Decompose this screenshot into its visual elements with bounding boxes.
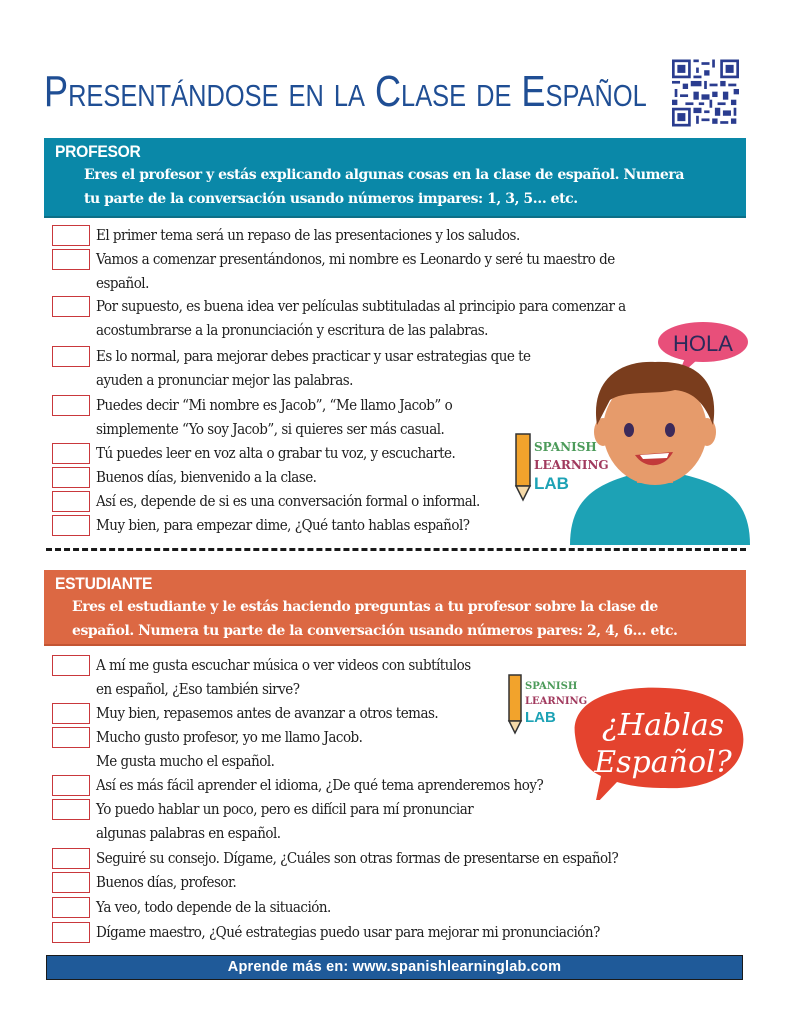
item-text: Vamos a comenzar presentándonos, mi nombre es Leonardo y seré tu maestro de	[96, 252, 615, 268]
item-text: Es lo normal, para mejorar debes practicar y usar estrategias que te	[96, 349, 531, 365]
estudiante-item	[52, 896, 348, 918]
profesor-item	[52, 224, 552, 246]
item-text-line2: algunas palabras en español.	[96, 826, 281, 842]
item-text: Muy bien, para empezar dime, ¿Qué tanto hablas español?	[96, 518, 470, 534]
profesor-label: PROFESOR	[55, 142, 141, 161]
profesor-item	[52, 466, 333, 488]
estudiante-header	[44, 570, 746, 646]
item-text: Mucho gusto profesor, yo me llamo Jacob.	[96, 730, 363, 746]
pencil-icon	[505, 673, 525, 735]
item-text: Buenos días, profesor.	[96, 875, 237, 891]
hola-text: HOLA	[673, 331, 733, 356]
estudiante-item	[52, 921, 638, 943]
logo-line2: LEARNING	[525, 696, 588, 707]
espanol-text: Español?	[594, 745, 732, 780]
profesor-description	[84, 163, 744, 211]
estudiante-description	[72, 595, 732, 643]
estudiante-item	[52, 871, 247, 893]
estudiante-item	[52, 798, 502, 842]
item-text: Yo puedo hablar un poco, pero es difícil para mí pronunciar	[96, 802, 474, 818]
number-input-box[interactable]	[52, 775, 90, 796]
profesor-item	[52, 295, 666, 339]
item-text: Muy bien, repasemos antes de avanzar a otros temas.	[96, 706, 439, 722]
number-input-box[interactable]	[52, 922, 90, 943]
item-text: Así es más fácil aprender el idioma, ¿De qué tema aprenderemos hoy?	[96, 778, 544, 794]
number-input-box[interactable]	[52, 395, 90, 416]
hablas-espanol-bubble	[555, 680, 750, 800]
estudiante-description-line1: Eres el estudiante y le estás haciendo preguntas a tu profesor sobre la clase de	[72, 599, 658, 615]
item-text: Puedes decir “Mi nombre es Jacob”, “Me llamo Jacob” o	[96, 398, 453, 414]
number-input-box[interactable]	[52, 872, 90, 893]
logo-line3: LAB	[534, 474, 569, 493]
profesor-description-line2: tu parte de la conversación usando números impares: 1, 3, 5… etc.	[84, 191, 578, 207]
number-input-box[interactable]	[52, 515, 90, 536]
spanish-learning-lab-logo	[512, 432, 607, 502]
item-text-line2: simplemente “Yo soy Jacob”, si quieres ser más casual.	[96, 422, 445, 438]
pencil-icon	[512, 432, 534, 502]
profesor-header	[44, 138, 746, 218]
profesor-item	[52, 442, 482, 464]
item-text: A mí me gusta escuchar música o ver videos con subtítulos	[96, 658, 471, 674]
profesor-item	[52, 345, 563, 389]
profesor-item	[52, 490, 509, 512]
item-text: Por supuesto, es buena idea ver películas subtituladas al principio para comenzar a	[96, 299, 626, 315]
footer-banner[interactable]: Aprende más en: www.spanishlearninglab.com	[46, 955, 743, 980]
estudiante-label: ESTUDIANTE	[55, 574, 153, 593]
item-text-line2: Me gusta mucho el español.	[96, 754, 275, 770]
number-input-box[interactable]	[52, 346, 90, 367]
number-input-box[interactable]	[52, 249, 90, 270]
number-input-box[interactable]	[52, 467, 90, 488]
estudiante-item	[52, 726, 383, 770]
page-title: Presentándose en la Clase de Español	[44, 67, 647, 116]
qr-code-icon	[672, 59, 739, 127]
profesor-item	[52, 514, 498, 536]
number-input-box[interactable]	[52, 848, 90, 869]
item-text: Buenos días, bienvenido a la clase.	[96, 470, 317, 486]
number-input-box[interactable]	[52, 727, 90, 748]
item-text-line2: en español, ¿Eso también sirve?	[96, 682, 300, 698]
number-input-box[interactable]	[52, 655, 90, 676]
item-text: Seguiré su consejo. Dígame, ¿Cuáles son otras formas de presentarse en español?	[96, 851, 619, 867]
profesor-item	[52, 394, 479, 438]
profesor-description-line1: Eres el profesor y estás explicando algunas cosas en la clase de español. Numera	[84, 167, 684, 183]
item-text-line2: ayuden a pronunciar mejor las palabras.	[96, 373, 353, 389]
estudiante-item	[52, 774, 577, 796]
logo-line1: SPANISH	[534, 440, 597, 454]
number-input-box[interactable]	[52, 703, 90, 724]
number-input-box[interactable]	[52, 443, 90, 464]
hablas-text: ¿Hablas	[601, 708, 725, 743]
item-text: Ya veo, todo depende de la situación.	[96, 900, 331, 916]
profesor-item	[52, 248, 654, 292]
item-text: El primer tema será un repaso de las presentaciones y los saludos.	[96, 228, 520, 244]
number-input-box[interactable]	[52, 225, 90, 246]
item-text-line2: español.	[96, 276, 149, 292]
item-text: Dígame maestro, ¿Qué estrategias puedo usar para mejorar mi pronunciación?	[96, 925, 600, 941]
section-divider	[46, 548, 746, 551]
number-input-box[interactable]	[52, 799, 90, 820]
logo-line3: LAB	[525, 709, 556, 726]
estudiante-item	[52, 702, 464, 724]
number-input-box[interactable]	[52, 296, 90, 317]
item-text: Tú puedes leer en voz alta o grabar tu voz, y escucharte.	[96, 446, 456, 462]
number-input-box[interactable]	[52, 491, 90, 512]
estudiante-description-line2: español. Numera tu parte de la conversación usando números pares: 2, 4, 6… etc.	[72, 623, 678, 639]
logo-line1: SPANISH	[525, 681, 578, 692]
estudiante-item	[52, 847, 658, 869]
item-text-line2: acostumbrarse a la pronunciación y escritura de las palabras.	[96, 323, 488, 339]
item-text: Así es, depende de si es una conversación formal o informal.	[96, 494, 480, 510]
number-input-box[interactable]	[52, 897, 90, 918]
logo-line2: LEARNING	[534, 458, 609, 472]
estudiante-item	[52, 654, 499, 698]
